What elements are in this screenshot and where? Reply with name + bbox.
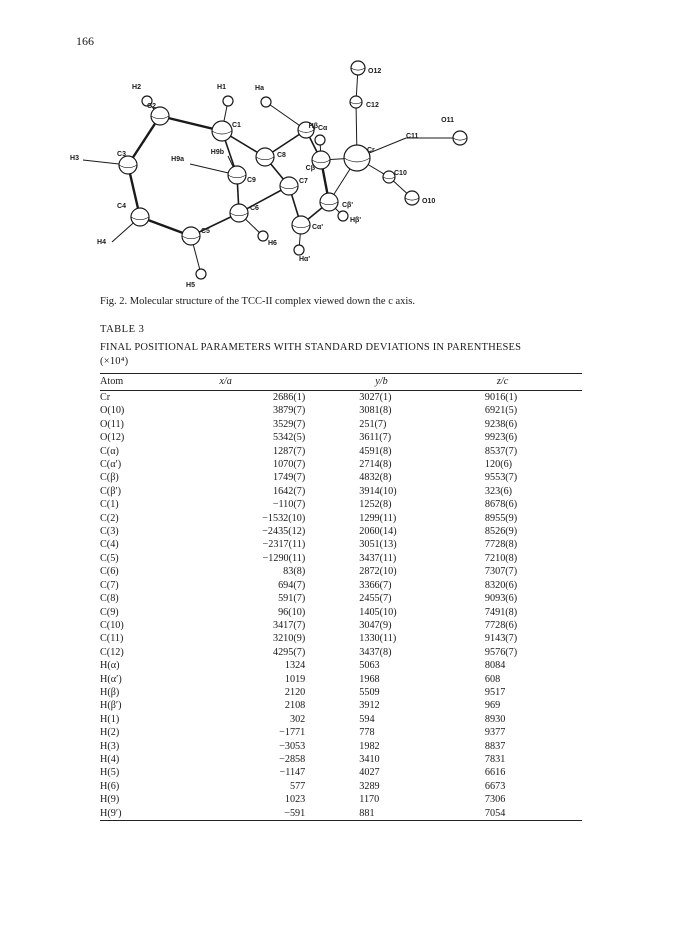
- cell-z: 8320(6): [484, 579, 518, 591]
- table-row: [100, 485, 582, 498]
- cell-y: 5063: [359, 660, 380, 672]
- atom-hb: [315, 135, 325, 145]
- table-row: [100, 619, 582, 632]
- cell-y: 4832(8): [359, 472, 392, 484]
- cell-atom: C(12): [100, 646, 124, 658]
- table-title-line-2: (×10⁴): [100, 356, 129, 367]
- cell-y: 3081(8): [359, 405, 392, 417]
- cell-atom: H(5): [100, 767, 120, 779]
- cell-atom: C(α): [100, 445, 119, 457]
- positional-parameters-table: [100, 373, 582, 821]
- cell-atom: C(11): [100, 633, 124, 645]
- atom-label-h3: H3: [70, 155, 79, 162]
- cell-x: 1070(7): [272, 459, 306, 471]
- cell-z: 6673: [484, 780, 506, 792]
- cell-z: 9553(7): [484, 472, 518, 484]
- atom-cap: [292, 216, 310, 234]
- table-title-line-1: FINAL POSITIONAL PARAMETERS WITH STANDARD DEVIATIONS IN PARENTHESES: [100, 342, 522, 353]
- cell-atom: H(α′): [100, 673, 122, 685]
- table-row: [100, 552, 582, 565]
- cell-atom: C(β′): [100, 485, 121, 497]
- atom-label-c5: C5: [201, 228, 210, 235]
- cell-atom: H(9′): [100, 807, 183, 821]
- cell-x: 1324: [284, 660, 306, 672]
- cell-atom: C(1): [100, 499, 119, 511]
- cell-atom: Cr: [100, 392, 111, 403]
- cell-y: 1252(8): [359, 499, 392, 511]
- table-header-row: [100, 374, 582, 391]
- cell-atom: C(α′): [100, 459, 122, 471]
- cell-atom: H(3): [100, 740, 120, 752]
- atom-label-cbp: Cβ': [342, 202, 353, 209]
- atom-label-c1: C1: [232, 122, 241, 129]
- atom-c8: [256, 148, 274, 166]
- cell-x: 3417(7): [272, 619, 306, 631]
- cell-z: 6616: [484, 767, 506, 779]
- table-row: [100, 807, 582, 821]
- cell-x: 3529(7): [272, 418, 306, 430]
- cell-x: 1019: [284, 673, 306, 685]
- atom-c7: [280, 177, 298, 195]
- atom-label-cb: Cβ: [305, 165, 315, 172]
- table-row: [100, 740, 582, 753]
- atom-label-h9a: H9a: [171, 156, 184, 163]
- cell-x: 3210(9): [272, 633, 306, 645]
- cell-atom: O(11): [100, 418, 124, 430]
- table-row: [100, 512, 582, 525]
- cell-z: 9093(6): [484, 593, 518, 605]
- atom-label-c4: C4: [117, 203, 126, 210]
- cell-z: 8955(9): [484, 512, 518, 524]
- cell-atom: C(6): [100, 566, 119, 578]
- atom-c3: [119, 156, 137, 174]
- cell-x: −1771: [279, 727, 306, 739]
- cell-y: 3051(13): [359, 539, 397, 551]
- cell-y: 3437(11): [359, 552, 397, 564]
- cell-atom: C(3): [100, 526, 119, 538]
- cell-y: 4027: [359, 767, 380, 779]
- cell-y: 1170: [359, 794, 380, 806]
- cell-z: 7728(8): [484, 539, 518, 551]
- atom-label-c8: C8: [277, 152, 286, 159]
- cell-x: 83(8): [283, 566, 306, 578]
- cell-y: 3047(9): [359, 619, 392, 631]
- atom-label-o10: O10: [422, 198, 436, 205]
- cell-z: 8930: [484, 713, 506, 725]
- atom-c9: [228, 166, 246, 184]
- atom-c4: [131, 208, 149, 226]
- cell-x: 3879(7): [272, 405, 306, 417]
- cell-x: 96(10): [278, 606, 306, 618]
- cell-atom: H(β): [100, 686, 120, 698]
- cell-x: −2858: [279, 753, 306, 765]
- cell-x: 2108: [284, 700, 306, 712]
- cell-z: 9377: [484, 727, 506, 739]
- molecular-structure-figure: [70, 50, 600, 295]
- atom-c1: [212, 121, 232, 141]
- cell-atom: H(6): [100, 780, 120, 792]
- cell-z: 8526(9): [484, 526, 518, 538]
- cell-x: 1749(7): [272, 472, 306, 484]
- cell-y: 3437(8): [359, 646, 392, 658]
- cell-atom: H(1): [100, 713, 120, 725]
- cell-atom: H(4): [100, 753, 120, 765]
- cell-z: 323(6): [484, 485, 513, 497]
- cell-z: 9016(1): [484, 392, 518, 403]
- atom-label-o11: O11: [441, 117, 454, 124]
- cell-z: 7728(6): [484, 619, 518, 631]
- cell-x: −1532(10): [262, 512, 306, 524]
- cell-x: −110(7): [272, 499, 306, 511]
- cell-x: −2317(11): [262, 539, 306, 551]
- table-row: [100, 458, 582, 471]
- cell-x: 591(7): [278, 593, 306, 605]
- atom-cbp: [320, 193, 338, 211]
- cell-x: 4295(7): [272, 646, 306, 658]
- header-x: x/a: [183, 374, 359, 391]
- atom-label-h6: H6: [268, 240, 277, 247]
- cell-x: 2686(1): [272, 392, 306, 403]
- table-row: [100, 538, 582, 551]
- cell-z: 120(6): [484, 459, 513, 471]
- cell-z: 6921(5): [484, 405, 518, 417]
- cell-x: −1290(11): [262, 552, 306, 564]
- cell-y: 3027(1): [359, 392, 392, 403]
- cell-atom: H(9): [100, 794, 120, 806]
- molecular-structure-diagram: [70, 50, 600, 295]
- atom-label-c2: C2: [147, 103, 156, 110]
- cell-z: 7307(7): [484, 566, 518, 578]
- cell-z: 9576(7): [484, 646, 518, 658]
- atom-o12: [351, 61, 365, 75]
- atom-h6: [258, 231, 268, 241]
- table-row: [100, 391, 582, 405]
- atom-h5: [196, 269, 206, 279]
- atom-label-c6: C6: [250, 205, 259, 212]
- atom-label-ca: Cα: [318, 125, 328, 132]
- atom-label-c11: C11: [406, 133, 419, 140]
- cell-z: 969: [484, 700, 501, 712]
- header-z: z/c: [485, 374, 582, 391]
- atom-c12: [350, 96, 362, 108]
- table-row: [100, 445, 582, 458]
- cell-z: 8537(7): [484, 445, 518, 457]
- cell-y: 2455(7): [359, 593, 392, 605]
- table-row: [100, 766, 582, 779]
- cell-y: 881: [359, 807, 485, 821]
- cell-x: 5342(5): [272, 432, 306, 444]
- cell-y: 594: [359, 713, 375, 725]
- header-atom: Atom: [100, 374, 183, 391]
- atom-ha: [261, 97, 271, 107]
- table-row: [100, 686, 582, 699]
- table-row: [100, 471, 582, 484]
- cell-y: 3366(7): [359, 579, 392, 591]
- atom-label-c3: C3: [117, 151, 126, 158]
- atom-label-hbp: Hβ': [350, 217, 361, 224]
- header-y: y/b: [359, 374, 485, 391]
- cell-y: 1299(11): [359, 512, 397, 524]
- atom-label-h1: H1: [217, 84, 226, 91]
- cell-z: 9517: [484, 686, 506, 698]
- cell-atom: C(5): [100, 552, 119, 564]
- table-title: [100, 341, 582, 369]
- cell-x: 1287(7): [272, 445, 306, 457]
- cell-x: 577: [289, 780, 306, 792]
- cell-y: 1405(10): [359, 606, 397, 618]
- cell-y: 3611(7): [359, 432, 392, 444]
- cell-y: 3914(10): [359, 485, 397, 497]
- table-label: TABLE 3: [100, 324, 145, 335]
- cell-z: 7210(8): [484, 552, 518, 564]
- table-row: [100, 592, 582, 605]
- cell-atom: C(8): [100, 593, 119, 605]
- atom-label-h5: H5: [186, 282, 195, 289]
- cell-z: 7491(8): [484, 606, 518, 618]
- cell-y: 1330(11): [359, 633, 397, 645]
- cell-x: −591: [183, 807, 359, 821]
- cell-z: 8837: [484, 740, 506, 752]
- table-row: [100, 699, 582, 712]
- cell-y: 5509: [359, 686, 380, 698]
- cell-x: 302: [289, 713, 306, 725]
- table-row: [100, 659, 582, 672]
- cell-y: 3410: [359, 753, 380, 765]
- table-row: [100, 713, 582, 726]
- table-row: [100, 793, 582, 806]
- atom-label-c9: C9: [247, 177, 256, 184]
- atom-label-c12: C12: [366, 102, 379, 109]
- cell-atom: C(4): [100, 539, 119, 551]
- cell-z: 9143(7): [484, 633, 518, 645]
- table-row: [100, 606, 582, 619]
- atom-label-hap: Hα': [299, 256, 311, 263]
- cell-z: 8678(6): [484, 499, 518, 511]
- cell-x: 694(7): [278, 579, 306, 591]
- cell-y: 3289: [359, 780, 380, 792]
- table-row: [100, 565, 582, 578]
- cell-z: 7054: [485, 807, 582, 821]
- cell-x: 1642(7): [272, 485, 306, 497]
- table-row: [100, 632, 582, 645]
- cell-atom: H(2): [100, 727, 120, 739]
- cell-y: 251(7): [359, 418, 387, 430]
- cell-z: 9923(6): [484, 432, 518, 444]
- cell-y: 778: [359, 727, 375, 739]
- cell-atom: H(α): [100, 660, 120, 672]
- cell-atom: H(β′): [100, 700, 122, 712]
- cell-z: 7831: [484, 753, 506, 765]
- cell-y: 1982: [359, 740, 380, 752]
- atom-label-hb: Hβ: [308, 123, 318, 130]
- figure-caption: Fig. 2. Molecular structure of the TCC-II complex viewed down the c axis.: [100, 296, 416, 307]
- table-row: [100, 726, 582, 739]
- table-row: [100, 646, 582, 659]
- cell-y: 2872(10): [359, 566, 397, 578]
- table-row: [100, 498, 582, 511]
- cell-y: 4591(8): [359, 445, 392, 457]
- atom-hbp: [338, 211, 348, 221]
- table-row: [100, 753, 582, 766]
- atom-label-c7: C7: [299, 178, 308, 185]
- cell-x: 1023: [284, 794, 306, 806]
- cell-x: −1147: [279, 767, 306, 779]
- cell-y: 2060(14): [359, 526, 397, 538]
- table-row: [100, 431, 582, 444]
- table-row: [100, 525, 582, 538]
- cell-x: 2120: [284, 686, 306, 698]
- table-row: [100, 579, 582, 592]
- cell-atom: O(12): [100, 432, 125, 444]
- atom-label-ha: Ha: [255, 85, 264, 92]
- atom-label-h2: H2: [132, 84, 141, 91]
- cell-atom: C(10): [100, 619, 124, 631]
- cell-y: 1968: [359, 673, 380, 685]
- atom-o10: [405, 191, 419, 205]
- cell-y: 2714(8): [359, 459, 392, 471]
- atom-h1: [223, 96, 233, 106]
- cell-z: 9238(6): [484, 418, 518, 430]
- atom-label-c10: C10: [394, 170, 407, 177]
- cell-atom: C(2): [100, 512, 119, 524]
- table-row: [100, 418, 582, 431]
- atom-label-cap: Cα': [312, 224, 324, 231]
- atom-label-o12: O12: [368, 68, 382, 75]
- atom-label-h9b: H9b: [210, 149, 224, 156]
- cell-atom: O(10): [100, 405, 125, 417]
- table-row: [100, 673, 582, 686]
- table-row: [100, 780, 582, 793]
- cell-z: 608: [484, 673, 501, 685]
- atom-hap: [294, 245, 304, 255]
- page-number: 166: [76, 34, 94, 48]
- cell-x: −3053: [279, 740, 306, 752]
- atom-c5: [182, 227, 200, 245]
- atom-label-h4: H4: [97, 239, 106, 246]
- atom-o11: [453, 131, 467, 145]
- cell-atom: C(β): [100, 472, 119, 484]
- cell-y: 3912: [359, 700, 380, 712]
- cell-atom: C(9): [100, 606, 119, 618]
- table-row: [100, 404, 582, 417]
- cell-atom: C(7): [100, 579, 119, 591]
- cell-x: −2435(12): [262, 526, 306, 538]
- cell-z: 8084: [484, 660, 506, 672]
- atom-c6: [230, 204, 248, 222]
- cell-z: 7306: [484, 794, 506, 806]
- atom-label-cr: Cr: [367, 147, 375, 154]
